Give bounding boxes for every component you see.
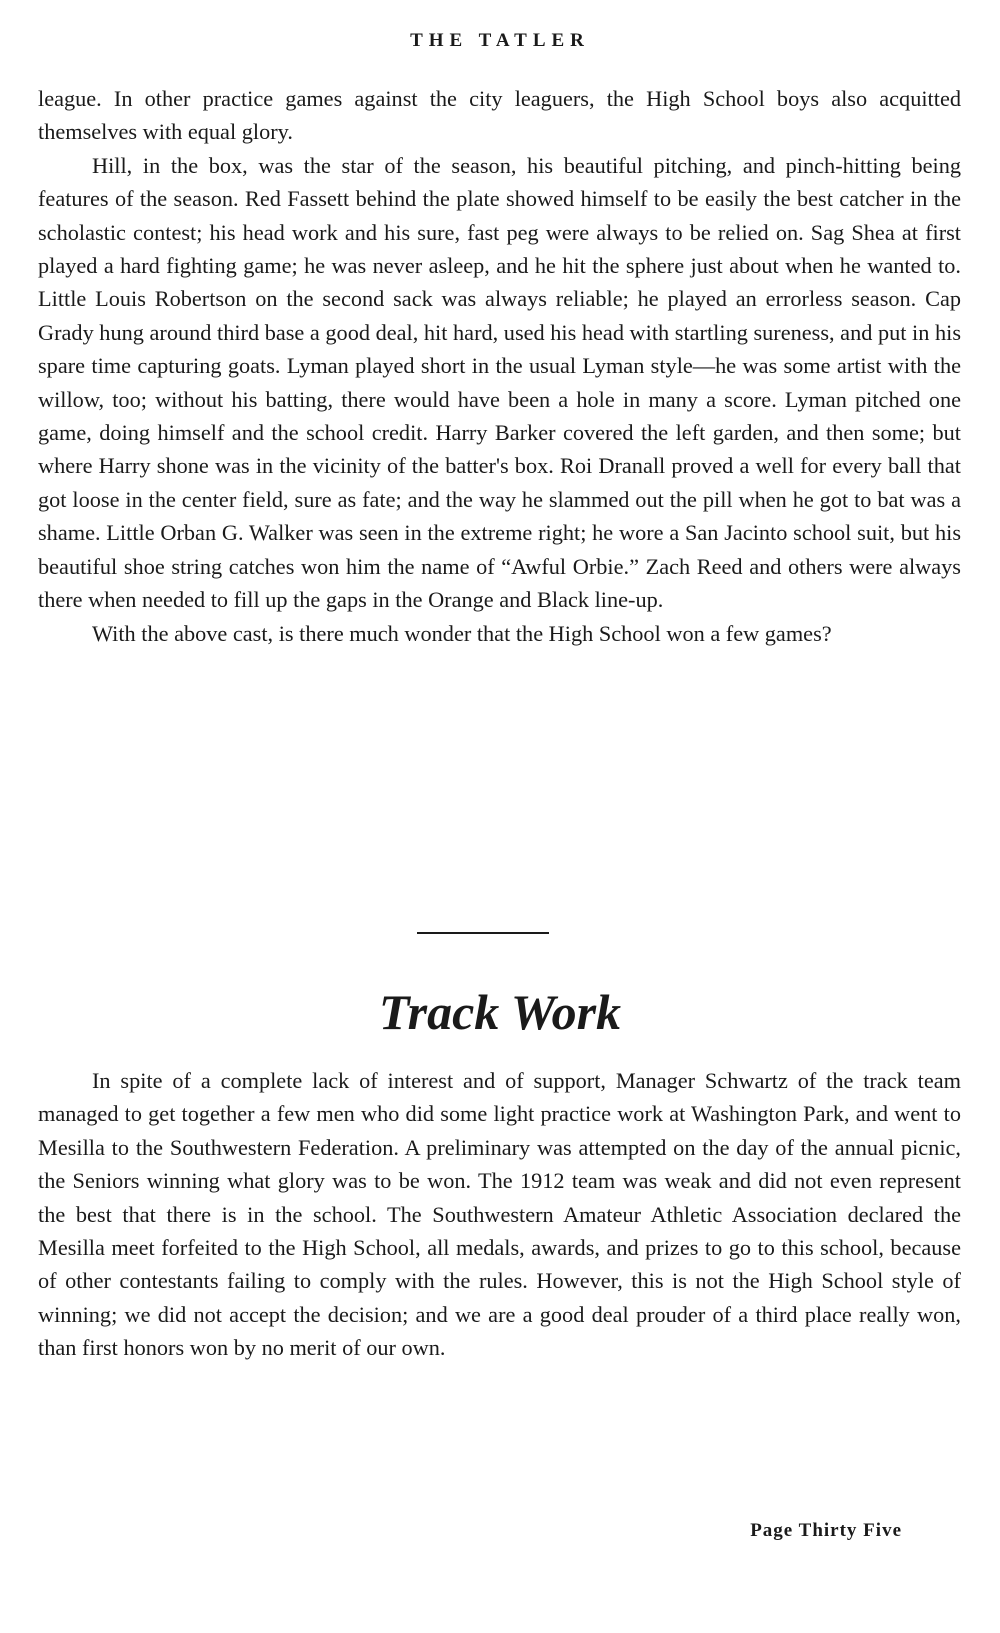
track-article-body [38,1064,961,1365]
section-title: Track Work [378,984,622,1040]
page-number: Page Thirty Five [750,1520,902,1541]
running-head: THE TATLER [410,30,590,51]
paragraph: With the above cast, is there much wonder that the High School won a few games? [92,620,832,646]
paragraph: Hill, in the box, was the star of the season, his beautiful pitching, and pinch-hitting being features of the season. Red Fassett behind the plate showed himself to be easily the best catcher in the scholastic contest; his head work and his sure, fast peg were always to be relied on. Sag Shea at first played a hard fighting game; he was never asleep, and he hit the sphere just about when he wanted to. Little Louis Robertson on the second sack was always reliable; he played an errorless season. Cap Grady hung around third base a good deal, hit hard, used his head with startling sureness, and put in his spare time capturing goats. Lyman played short in the usual Lyman style—he was some artist with the willow, too; without his batting, there would have been a hole in many a score. Lyman pitched one game, doing himself and the school credit. Harry Barker covered the left garden, and then some; but where Harry shone was in the vicinity of the batter's box. Roi Dranall proved a well for every ball that got loose in the center field, sure as fate; and the way he slammed out the pill when he got to bat was a shame. Little Orban G. Walker was seen in the extreme right; he wore a San Jacinto school suit, but his beautiful shoe string catches won him the name of “Awful Orbie.” Zach Reed and others were always there when needed to fill up the gaps in the Orange and Black line-up. [38,152,961,613]
paragraph: league. In other practice games against the city leaguers, the High School boys also acquitted themselves with equal glory. [38,86,961,145]
baseball-article-body [38,82,961,650]
paragraph: In spite of a complete lack of interest and of support, Manager Schwartz of the track team managed to get together a few men who did some light practice work at Washington Park, and went to Mesilla to the Southwestern Federation. A preliminary was attempted on the day of the annual picnic, the Seniors winning what glory was to be won. The 1912 team was weak and did not even represent the best that there is in the school. The Southwestern Amateur Athletic Association declared the Mesilla meet forfeited to the High School, all medals, awards, and prizes to go to this school, because of other contestants failing to comply with the rules. However, this is not the High School style of winning; we did not accept the decision; and we are a good deal prouder of a third place really won, than first honors won by no merit of our own. [38,1068,961,1361]
section-divider [417,932,549,934]
